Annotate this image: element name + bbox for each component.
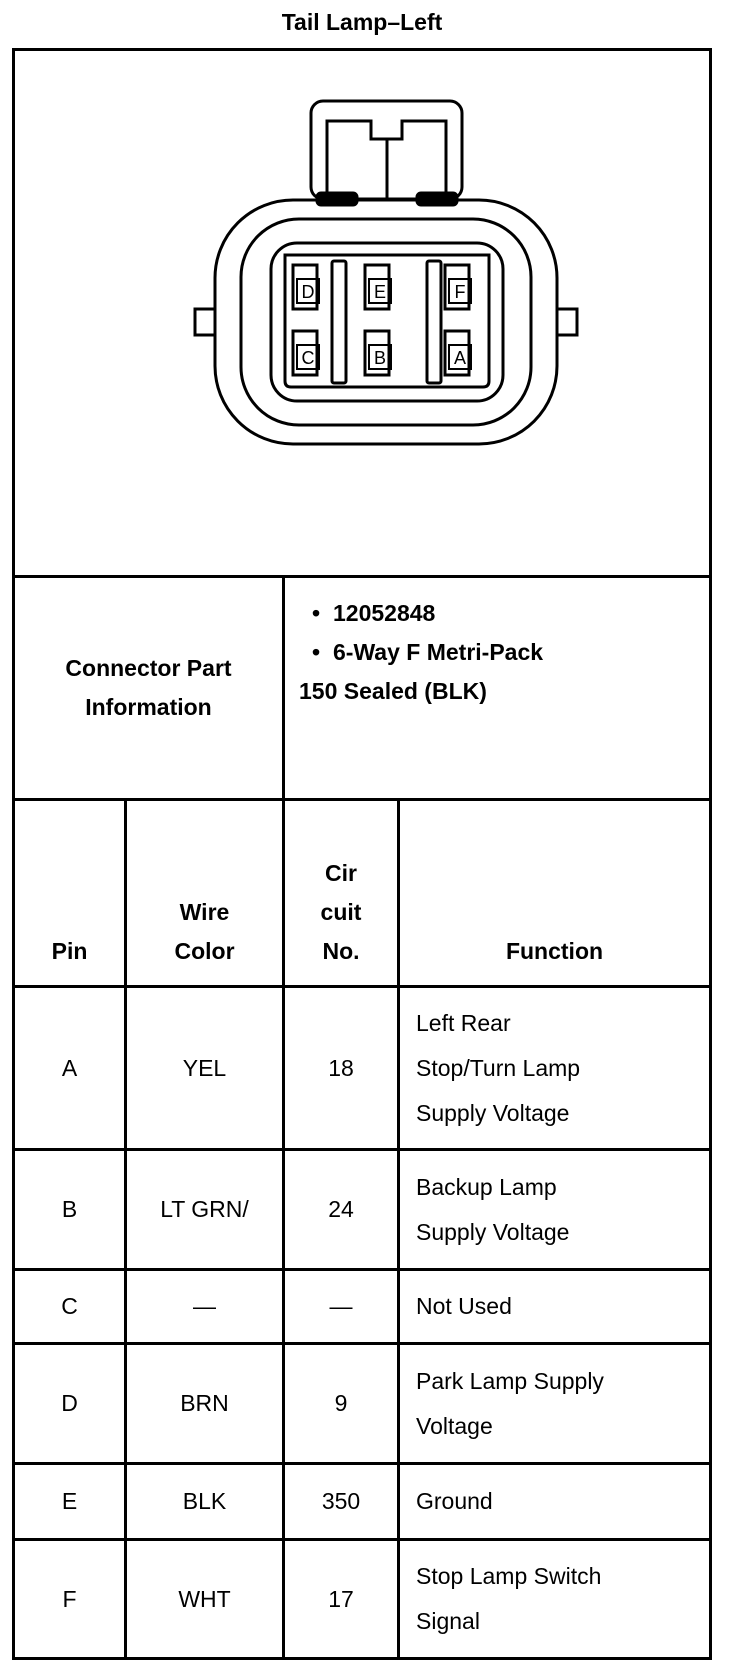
connector-diagram <box>15 51 709 575</box>
row-f-circuit: 17 <box>328 1585 354 1612</box>
row-e-function: Ground <box>416 1488 493 1514</box>
row-b-pin: B <box>61 1196 78 1222</box>
row-c-circuit: — <box>329 1293 353 1319</box>
row-d-wire: BRN <box>180 1390 229 1416</box>
row-a-circuit: 18 <box>328 1054 354 1081</box>
pin-label: C <box>301 348 315 368</box>
connector-info-label: Connector Part Information <box>65 655 232 720</box>
header-function: Function <box>505 938 604 964</box>
header-wire-color: Wire Color <box>174 899 235 964</box>
connector-type-cont: 150 Sealed (BLK) <box>299 678 487 704</box>
row-f-function: Stop Lamp Switch Signal <box>416 1563 602 1634</box>
row-b-circuit: 24 <box>328 1196 354 1222</box>
header-circuit-no: Cir cuit No. <box>320 860 362 964</box>
row-f-pin: F <box>62 1585 77 1612</box>
row-b-function: Backup Lamp Supply Voltage <box>416 1173 570 1245</box>
row-a-pin: A <box>61 1054 78 1081</box>
row-c-function: Not Used <box>416 1293 512 1319</box>
row-d-pin: D <box>61 1390 78 1416</box>
row-e-circuit: 350 <box>321 1488 361 1514</box>
row-b-wire: LT GRN/ <box>160 1196 249 1222</box>
row-d-function: Park Lamp Supply Voltage <box>416 1367 604 1439</box>
row-a-function: Left Rear Stop/Turn Lamp Supply Voltage <box>416 1009 581 1126</box>
row-f-wire: WHT <box>178 1585 231 1612</box>
pin-label: A <box>453 348 467 368</box>
row-e-pin: E <box>61 1488 78 1514</box>
connector-type: • 6-Way F Metri-Pack <box>299 633 543 672</box>
part-number: • 12052848 <box>299 594 543 633</box>
pin-label: F <box>454 282 466 302</box>
row-e-wire: BLK <box>182 1488 227 1514</box>
connector-info-values <box>285 594 709 784</box>
pin-label: D <box>301 282 315 302</box>
row-a-wire: YEL <box>182 1054 227 1081</box>
pin-label: B <box>373 348 387 368</box>
row-c-wire: — <box>193 1293 216 1319</box>
header-pin: Pin <box>51 938 88 964</box>
row-d-circuit: 9 <box>334 1390 348 1416</box>
row-c-pin: C <box>61 1293 78 1319</box>
pin-label: E <box>373 282 387 302</box>
page-title: Tail Lamp–Left <box>281 9 443 35</box>
